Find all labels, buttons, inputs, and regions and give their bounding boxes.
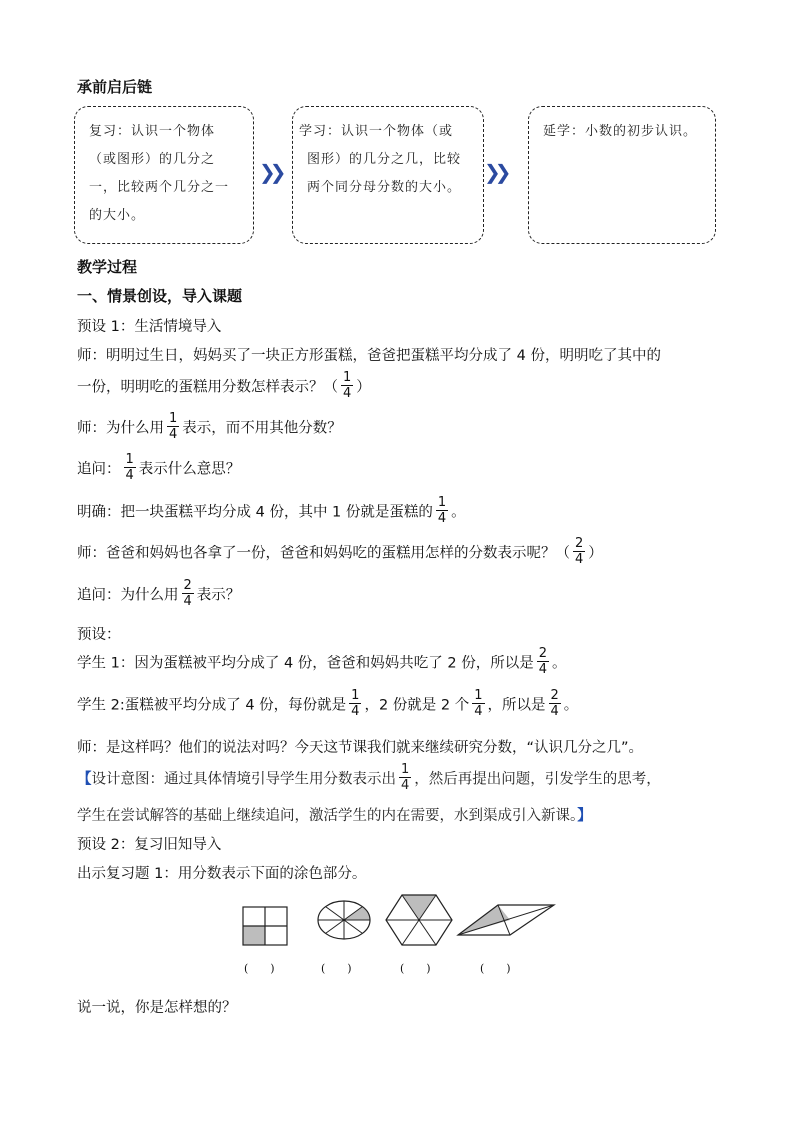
line-text: 学生 2:蛋糕被平均分成了 4 份，每份就是 [77, 697, 347, 714]
numerator: 1 [169, 411, 178, 426]
review-line-2: （或图形）的几分之 [89, 152, 216, 167]
preset-line: 预设： [77, 627, 121, 643]
denominator: 4 [538, 662, 548, 677]
circle-figure [318, 901, 370, 939]
numerator: 1 [351, 688, 360, 703]
denominator: 4 [550, 704, 559, 719]
numerator: 1 [125, 452, 134, 467]
line-text: 师：爸爸和妈妈也各拿了一份，爸爸和妈妈吃的蛋糕用怎样的分数表示呢？（ [77, 545, 570, 562]
numerator: 1 [401, 762, 410, 777]
numerator: 2 [575, 536, 584, 551]
teacher-line-2 [77, 413, 342, 444]
followup-line-2 [77, 580, 240, 611]
extend-box [528, 106, 716, 244]
followup-line-1 [77, 454, 240, 485]
fraction-one-quarter [124, 452, 136, 483]
clarify-line [77, 497, 466, 528]
line-text: 。 [563, 697, 579, 714]
learn-line-3: 两个同分母分数的大小。 [307, 180, 462, 195]
line-text: 学生 1：因为蛋糕被平均分成了 4 份，爸爸和妈妈共吃了 2 份，所以是 [77, 655, 534, 672]
student1-line [77, 648, 567, 679]
discuss-line: 说一说，你是怎样想的？ [77, 1000, 237, 1016]
learn-line-2: 图形）的几分之几，比较 [307, 152, 462, 167]
denominator: 4 [401, 778, 410, 793]
parallelogram-figure [458, 905, 554, 935]
fraction-one-quarter [349, 688, 361, 719]
denominator: 4 [169, 427, 178, 442]
close-bracket: 】 [577, 808, 592, 824]
answer-blank-2[interactable]: ( ) [321, 962, 352, 975]
denominator: 4 [575, 552, 584, 567]
line-text: 表示？ [196, 587, 241, 604]
line-text: ，所以是 [487, 697, 546, 714]
answer-blank-3[interactable]: ( ) [400, 962, 431, 975]
fraction-one-quarter [399, 762, 411, 793]
answer-blank-1[interactable]: ( ) [244, 962, 275, 975]
numerator: 2 [550, 688, 559, 703]
denominator: 4 [343, 386, 352, 401]
review-box [74, 106, 254, 244]
hexagon-figure [386, 895, 452, 945]
numerator: 1 [437, 495, 447, 510]
section1-heading: 一、情景创设，导入课题 [77, 287, 243, 305]
extend-line-1: 延学：小数的初步认识。 [543, 124, 698, 139]
close-paren: ） [588, 545, 603, 562]
denominator: 4 [183, 594, 192, 609]
square-figure [243, 907, 287, 945]
line-text: 师：为什么用 [77, 420, 164, 437]
chevron-right-icon: ❯❯ [484, 160, 506, 184]
close-paren: ） [356, 379, 371, 396]
fraction-one-quarter [436, 495, 448, 526]
learn-line-1: 学习：认识一个物体（或 [299, 124, 454, 139]
fraction-two-quarters [549, 688, 561, 719]
denominator: 4 [125, 468, 134, 483]
fraction-two-quarters [537, 646, 549, 677]
line-text: 。 [552, 655, 567, 672]
answer-blank-4[interactable]: ( ) [480, 962, 511, 975]
numerator: 1 [474, 688, 483, 703]
exercise-line: 出示复习题 1：用分数表示下面的涂色部分。 [77, 866, 367, 882]
design-intent-line-2 [77, 804, 592, 825]
numerator: 2 [183, 578, 192, 593]
learn-box [292, 106, 484, 244]
line-text: 追问：为什么用 [77, 587, 179, 604]
fraction-one-quarter [167, 411, 179, 442]
chain-heading: 承前启后链 [77, 78, 153, 96]
preset1-line: 预设 1：生活情境导入 [77, 319, 222, 335]
line-text: 。 [451, 504, 466, 521]
fraction-two-quarters [573, 536, 585, 567]
line-text: ，2 份就是 2 个 [364, 697, 470, 714]
numerator: 2 [538, 646, 548, 661]
line-text: 表示什么意思？ [138, 461, 241, 478]
line-text: 明确：把一块蛋糕平均分成 4 份，其中 1 份就是蛋糕的 [77, 504, 433, 521]
exercise-figures [230, 890, 570, 952]
line-text: 学生在尝试解答的基础上继续追问，激活学生的内在需要，水到渠成引入新课。 [77, 808, 578, 824]
question-line [77, 372, 371, 403]
fraction-one-quarter [472, 688, 484, 719]
open-bracket: 【 [77, 771, 92, 788]
preset2-line: 预设 2：复习旧知导入 [77, 837, 222, 853]
student2-line [77, 690, 578, 721]
question-text: 一份，明明吃的蛋糕用分数怎样表示？（ [77, 379, 338, 396]
review-line-3: 一，比较两个几分之一 [89, 180, 230, 195]
line-text: 追问： [77, 461, 121, 478]
denominator: 4 [437, 511, 447, 526]
denominator: 4 [351, 704, 360, 719]
denominator: 4 [474, 704, 483, 719]
review-line-1: 复习：认识一个物体 [89, 124, 216, 139]
line-text: 设计意图：通过具体情境引导学生用分数表示出 [91, 771, 396, 788]
numerator: 1 [343, 370, 352, 385]
fraction-two-quarters [182, 578, 194, 609]
teacher-line-1: 师：明明过生日，妈妈买了一块正方形蛋糕，爸爸把蛋糕平均分成了 4 份，明明吃了其中的 [77, 348, 661, 364]
teacher-line-4: 师：是这样吗？他们的说法对吗？今天这节课我们就来继续研究分数，“认识几分之几”。 [77, 740, 644, 756]
fraction-one-quarter [341, 370, 353, 401]
teacher-line-3 [77, 538, 603, 569]
process-heading: 教学过程 [77, 258, 138, 276]
chevron-right-icon: ❯❯ [259, 160, 281, 184]
line-text: 表示，而不用其他分数？ [182, 420, 342, 437]
design-intent-line-1 [77, 764, 661, 795]
line-text: ，然后再提出问题，引发学生的思考， [414, 771, 661, 788]
review-line-4: 的大小。 [89, 208, 146, 223]
